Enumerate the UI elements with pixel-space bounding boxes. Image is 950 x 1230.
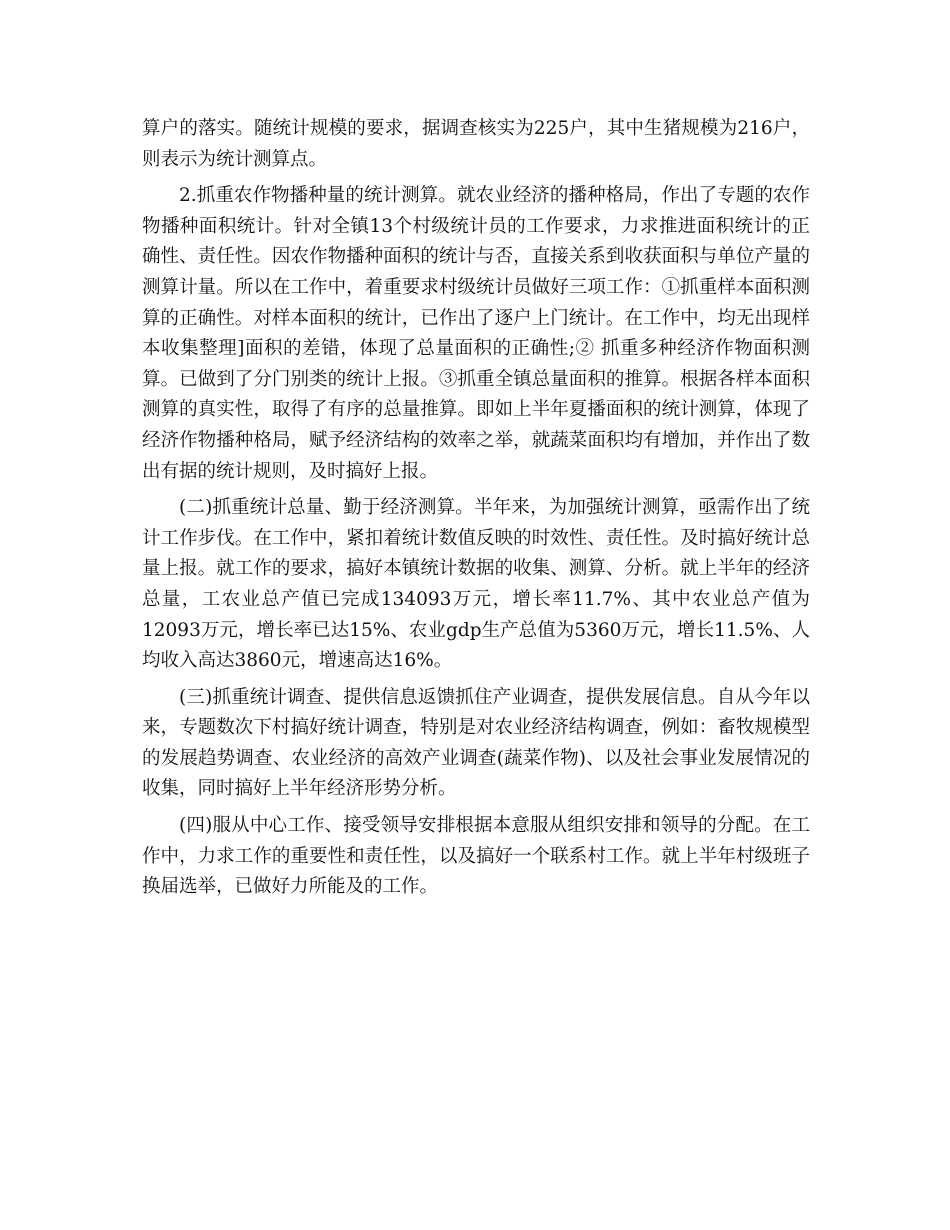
paragraph-statistical-survey: (三)抓重统计调查、提供信息返馈抓住产业调查，提供发展信息。自从今年以来，专题数次下村搞好统计调查，特别是对农业经济结构调查，例如：畜牧规模型的发展趋势调查、农业经济的高效产业调查(蔬菜作物)、以及社会事业发展情况的收集，同时搞好上半年经济形势分析。 — [142, 686, 810, 800]
paragraph-total-statistics: (二)抓重统计总量、勤于经济测算。半年来，为加强统计测算，亟需作出了统计工作步伐。在工作中，紧扣着统计数值反映的时效性、责任性。及时搞好统计总量上报。就工作的要求，搞好本镇统计数据的收集、测算、分析。就上半年的经济总量，工农业总产值已完成134093万元，增长率11.7%、其中农业总产值为12093万元，增长率已达15%、农业gdp生产总值为5360万元，增长11.5%、人均收入高达3860元，增速高达16%。 — [142, 497, 810, 672]
document-page — [142, 114, 810, 903]
paragraph-continuation: 算户的落实。随统计规模的要求，据调查核实为225户，其中生猪规模为216户，则表示为统计测算点。 — [142, 118, 810, 170]
paragraph-crop-sowing-statistics: 2.抓重农作物播种量的统计测算。就农业经济的播种格局，作出了专题的农作物播种面积统计。针对全镇13个村级统计员的工作要求，力求推进面积统计的正确性、责任性。因农作物播种面积的统计与否，直接关系到收获面积与单位产量的测算计量。所以在工作中，着重要求村级统计员做好三项工作：①抓重样本面积测算的正确性。对样本面积的统计，已作出了逐户上门统计。在工作中，均无出现样本收集整理]面积的差错，体现了总量面积的正确性;② 抓重多种经济作物面积测算。已做到了分门别类的统计上报。③抓重全镇总量面积的推算。根据各样本面积测算的真实性，取得了有序的总量推算。即如上半年夏播面积的统计测算，体现了经济作物播种格局，赋予经济结构的效率之举，就蔬菜面积均有增加，并作出了数出有据的统计规则，及时搞好上报。 — [142, 185, 810, 482]
paragraph-central-work: (四)服从中心工作、接受领导安排根据本意服从组织安排和领导的分配。在工作中，力求工作的重要性和责任性，以及搞好一个联系村工作。就上半年村级班子换届选举，已做好力所能及的工作。 — [142, 815, 810, 898]
